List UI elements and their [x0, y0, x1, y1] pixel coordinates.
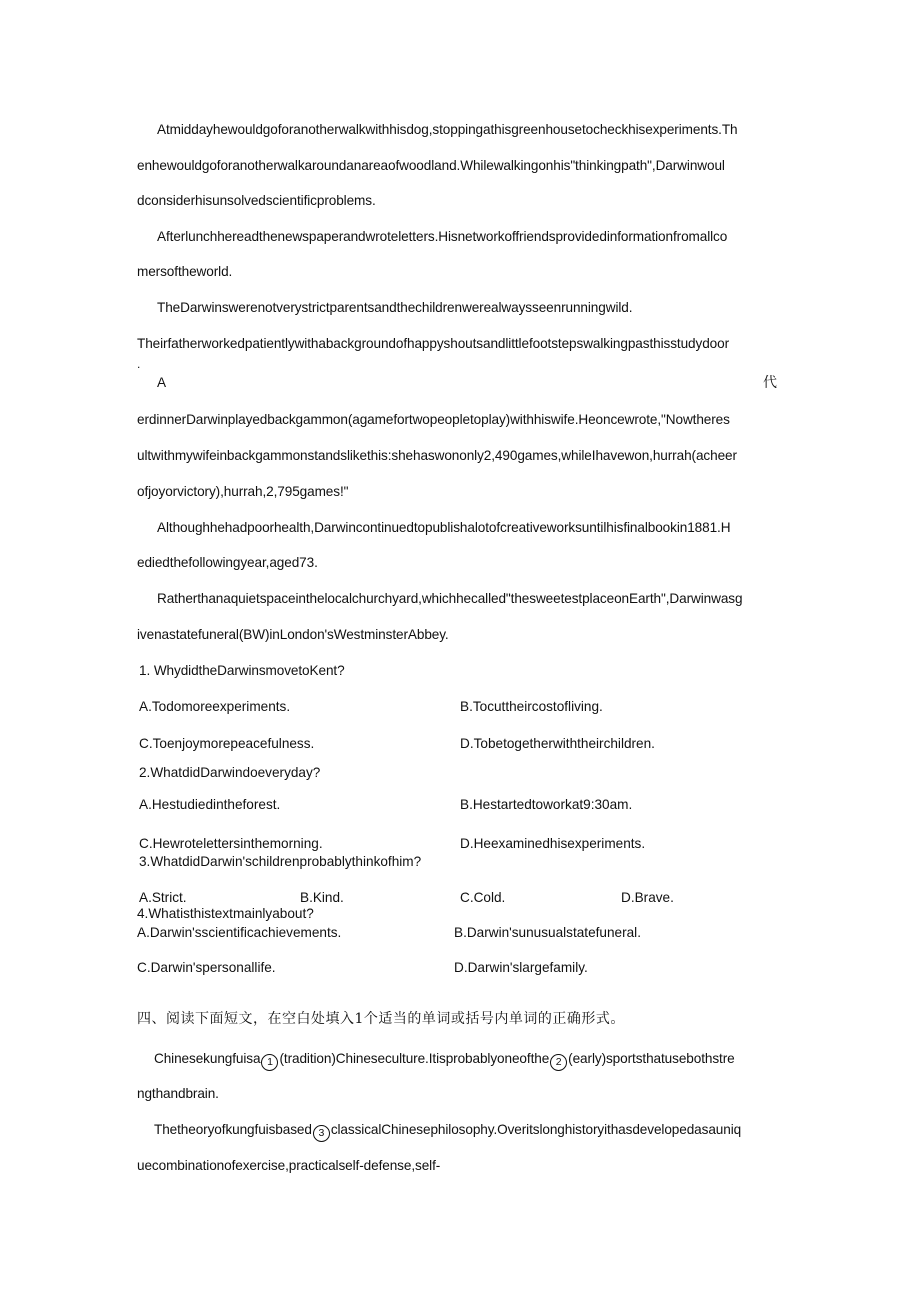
passage-line: enhewouldgoforanotherwalkaroundanareaofwoodland.Whilewalkingonhis"thinkingpath",Darwinwoul — [137, 158, 725, 173]
cloze-text: (early)sportsthatusebothstre — [568, 1051, 735, 1066]
cloze-line — [154, 1050, 814, 1071]
cloze-text: Chinesekungfuisa — [154, 1051, 261, 1066]
passage-line: Afterlunchhereadthenewspaperandwroteletters.Hisnetworkoffriendsprovidedinformationfromallco — [157, 229, 728, 244]
passage-line: Ratherthanaquietspaceinthelocalchurchyard,whichhecalled"thesweetestplaceonEarth",Darwinwasg — [157, 591, 743, 606]
question-option: D.Darwin'slargefamily. — [454, 960, 588, 975]
section-heading: 四、阅读下面短文，在空白处填入1个适当的单词或括号内单词的正确形式。 — [137, 1011, 625, 1027]
question-option: C.Toenjoymorepeacefulness. — [139, 736, 315, 751]
question-stem: 4.Whatisthistextmainlyabout? — [137, 906, 314, 921]
question-option: C.Hewrotelettersinthemorning. — [139, 836, 323, 851]
stray-dot: . — [137, 357, 141, 371]
cloze-text: Thetheoryofkungfuisbased — [154, 1122, 312, 1137]
passage-line: ultwithmywifeinbackgammonstandslikethis:shehaswononly2,490games,whileIhavewon,hurrah(acheer — [137, 448, 737, 463]
cloze-text: (tradition)Chineseculture.Itisprobablyoneofthe — [279, 1051, 550, 1066]
passage-line: Atmiddayhewouldgoforanotherwalkwithhisdog,stoppingathisgreenhousetocheckhisexperiments.Th — [157, 122, 738, 137]
question-option: B.Kind. — [300, 890, 344, 905]
passage-line: ediedthefollowingyear,aged73. — [137, 555, 318, 570]
passage-line: ivenastatefuneral(BW)inLondon'sWestminsterAbbey. — [137, 627, 449, 642]
blank-number-2: 2 — [550, 1054, 567, 1071]
blank-number-3: 3 — [313, 1125, 330, 1142]
cloze-line: uecombinationofexercise,practicalself-defense,self- — [137, 1158, 441, 1173]
question-option: B.Darwin'sunusualstatefuneral. — [454, 925, 641, 940]
question-option: A.Darwin'sscientificachievements. — [137, 925, 342, 940]
question-option: D.Tobetogetherwiththeirchildren. — [460, 736, 655, 751]
passage-line: Althoughhehadpoorhealth,Darwincontinuedtopublishalotofcreativeworksuntilhisfinalbookin1881.H — [157, 520, 731, 535]
question-option: C.Cold. — [460, 890, 506, 905]
passage-line: mersoftheworld. — [137, 264, 233, 279]
question-option: A.Strict. — [139, 890, 187, 905]
question-option: B.Tocuttheircostofliving. — [460, 699, 603, 714]
question-option: D.Brave. — [621, 890, 674, 905]
question-option: B.Hestartedtoworkat9:30am. — [460, 797, 633, 812]
question-stem: 3.WhatdidDarwin'schildrenprobablythinkofhim? — [139, 854, 422, 869]
question-option: D.Heexaminedhisexperiments. — [460, 836, 646, 851]
passage-line: dconsiderhisunsolvedscientificproblems. — [137, 193, 376, 208]
passage-line-start: A — [157, 375, 166, 390]
passage-line: ofjoyorvictory),hurrah,2,795games!" — [137, 484, 349, 499]
question-option: A.Hestudiedintheforest. — [139, 797, 281, 812]
passage-line: TheDarwinswerenotverystrictparentsandthechildrenwerealwaysseenrunningwild. — [157, 300, 633, 315]
passage-line: erdinnerDarwinplayedbackgammon(agamefortwopeopletoplay)withhiswife.Heoncewrote,"Nowtheres — [137, 412, 730, 427]
cloze-line: ngthandbrain. — [137, 1086, 219, 1101]
passage-line: Theirfatherworkedpatientlywithabackgroundofhappyshoutsandlittlefootstepswalkingpasthisstudydoor — [137, 336, 730, 351]
cloze-line — [154, 1121, 814, 1142]
cloze-text: classicalChinesephilosophy.Overitslonghistoryithasdevelopedasauniq — [330, 1122, 742, 1137]
question-option: A.Todomoreexperiments. — [139, 699, 291, 714]
question-stem: 1. WhydidtheDarwinsmovetoKent? — [139, 663, 345, 678]
passage-line-end: 代 — [763, 375, 777, 391]
question-stem: 2.WhatdidDarwindoeveryday? — [139, 765, 321, 780]
blank-number-1: 1 — [261, 1054, 278, 1071]
question-option: C.Darwin'spersonallife. — [137, 960, 276, 975]
